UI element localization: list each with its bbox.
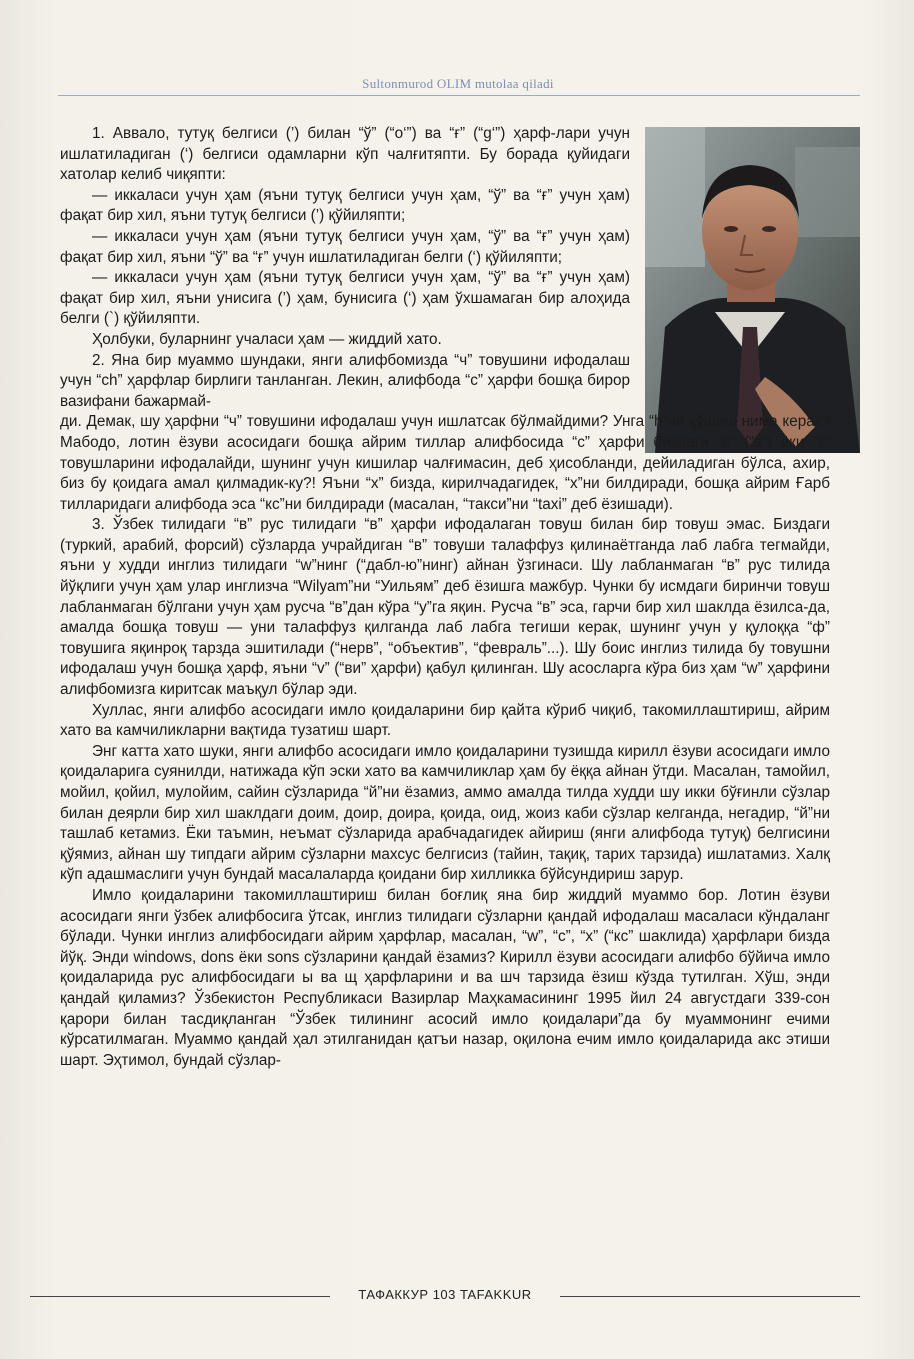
paragraph: — иккаласи учун ҳам (яъни тутуқ белгиси учун ҳам, “ў” ва “ғ” учун ҳам) фақат бир хил, яъни унисига (’) ҳам, бунисига (‘) ҳам ўхшамаган бир алоҳида белги (`) қўйиляпти.	[60, 269, 630, 328]
paragraph: Имло қоидаларини такомиллаштириш билан боғлиқ яна бир жиддий муаммо бор. Лотин ёзуви асосидаги янги ўзбек алифбосига ўтсак, инглиз тилидаги сўзларни қандай ифодалаш масаласи кўндаланг бўлади. Чунки инглиз алифбосидаги айрим ҳарфлар, масалан, “w”, “с”, “х” (“кс” шаклида) ҳарфлари бизда йўқ. Энди windows, dons ёки sons сўзларини қандай ёзамиз? Кирилл ёзуви асосидаги алифбо бўйича имло қоидаларида рус алифбосидаги ы ва щ ҳарфларини и ва шч тарзида ёзиш кўзда тутилган. Хўш, энди қандай қиламиз? Ўзбекистон Республикаси Вазирлар Маҳкамасининг 1995 йил 24 августдаги 339-сон қарори билан тасдиқланган “Ўзбек тилининг асосий имло қоидалари”да бу муаммонинг ечими кўрсатилмаган. Муаммо қандай ҳал этилганидан қатъи назар, оқилона ечим имло қоидаларида акс этиши шарт. Эҳтимол, бундай сўзлар-	[60, 886, 830, 1069]
text-full-width	[60, 412, 830, 1071]
paragraph: ди. Демак, шу ҳарфни “ч” товушини ифодалаш учун ишлатсак бўлмайдими? Унга “h”ни қўшиш нима керак? Мабодо, лотин ёзуви асосидаги бошқа айрим тиллар алифбосида “с” ҳарфи биздаги “с” (“s”) ёки “к” товушларини ифодалайди, шунинг учун кишилар чалғимасин, деб ҳисобланди, дейиладиган бўлса, ахир, биз бу қоидага амал қилмадик-ку?! Яъни “х” бизда, кирилчадагидек, “х”ни билдиради, бошқа айрим Ғарб тилларидаги алифбода эса “кс”ни билдиради (масалан, “такси”ни “taxi” деб ёзишади).	[60, 413, 830, 513]
text-beside-photo	[60, 124, 630, 412]
footer-label: ТАФАККУР 103 TAFAKKUR	[358, 1287, 532, 1302]
paragraph: Хуллас, янги алифбо асосидаги имло қоидаларини бир қайта кўриб чиқиб, такомиллаштириш, айрим хато ва камчиликларни вақтида тузатиш шарт.	[60, 701, 830, 740]
footer-rule-right	[560, 1296, 860, 1297]
paragraph: — иккаласи учун ҳам (яъни тутуқ белгиси учун ҳам, “ў” ва “ғ” учун ҳам) фақат бир хил, яъни “ў” ва “ғ” учун ишлатиладиган белги (‘) қўйиляпти;	[60, 227, 630, 266]
page-footer	[30, 1285, 860, 1305]
paragraph: — иккаласи учун ҳам (яъни тутуқ белгиси учун ҳам, “ў” ва “ғ” учун ҳам) фақат бир хил, яъни тутуқ белгиси (’) қўйиляпти;	[60, 186, 630, 225]
paragraph: Энг катта хато шуки, янги алифбо асосидаги имло қоидаларини тузишда кирилл ёзуви асосидаги имло қоидаларига суянилди, натижада кўп эски хато ва камчиликлар ҳам бу ёққа айнан ўтди. Масалан, тамойил, мойил, қойил, мулойим, сайин сўзларида “й”ни ёзамиз, аммо амалда тилда худди шу икки бўғинли сўзлар билан деярли бир хил шаклдаги доим, доир, доира, қоида, оид, жоиз каби сўзлар келганда, негадир, “й”ни ташлаб кетамиз. Ёки таъмин, неъмат сўзларида арабчадагидек айириш (янги алифбода тутуқ) белгисини қўямиз, айнан шу типдаги айрим сўзларни махсус белгисиз (тайин, тақиқ, тарих тарзида) ишлатамиз. Халқ кўп адашмаслиги учун бундай масалаларда қоидани бир хилликка бўйсундириш зарур.	[60, 742, 830, 884]
header-rule	[58, 95, 860, 96]
paragraph: 2. Яна бир муаммо шундаки, янги алифбомизда “ч” товушини ифодалаш учун “ch” ҳарфлар бирлиги танланган. Лекин, алифбода “с” ҳарфи бошқа бирор вазифани бажармай-	[60, 351, 630, 410]
article-body	[60, 124, 830, 1071]
paragraph: Ҳолбуки, буларнинг учаласи ҳам — жиддий хато.	[92, 330, 442, 348]
paragraph: 1. Аввало, тутуқ белгиси (’) билан “ў” (“о‘”) ва “ғ” (“g‘”) ҳарф-лари учун ишлатиладиган (‘) белгиси одамларни кўп чалғитяпти. Бу борада қуйидаги хатолар келиб чиқяпти:	[60, 125, 630, 184]
running-head: Sultonmurod OLIM mutolaa qiladi	[362, 76, 554, 91]
paragraph: 3. Ўзбек тилидаги “в” рус тилидаги “в” ҳарфи ифодалаган товуш билан бир товуш эмас. Биздаги (туркий, арабий, форсий) сўзларда учрайдиган “в” товуши талаффуз қилинаётганда лаб лабга тегмайди, яъни у худди инглиз тилидаги “w”нинг (“дабл-ю”нинг) айнан ўзгинаси. Шу лабланмаган “в” рус тилида йўқлиги учун ҳам улар инглизча “Wilyam”ни “Уильям” деб ёзишга мажбур. Чунки бу исмдаги биринчи товуш лабланмаган бўлгани учун ҳам русча “в”дан кўра “у”га яқин. Русча “в” эса, гарчи бир хил шаклда ёзилса-да, амалда бошқа товуш — уни талаффуз қилганда лаб лабга тегиши керак, шунинг учун у қулоққа “ф” товушига яқинроқ тарзда эшитилади (“нерв”, “объектив”, “февраль”...). Шу боис инглиз тилида бу товушни ифодалаш учун бошқа ҳарф, яъни “v” (“ви” ҳарфи) қабул қилинган. Шу асосларга кўра биз ҳам “w” ҳарфини алифбомизга киритсак маъқул бўлар эди.	[60, 516, 830, 699]
footer-rule-left	[30, 1296, 330, 1297]
